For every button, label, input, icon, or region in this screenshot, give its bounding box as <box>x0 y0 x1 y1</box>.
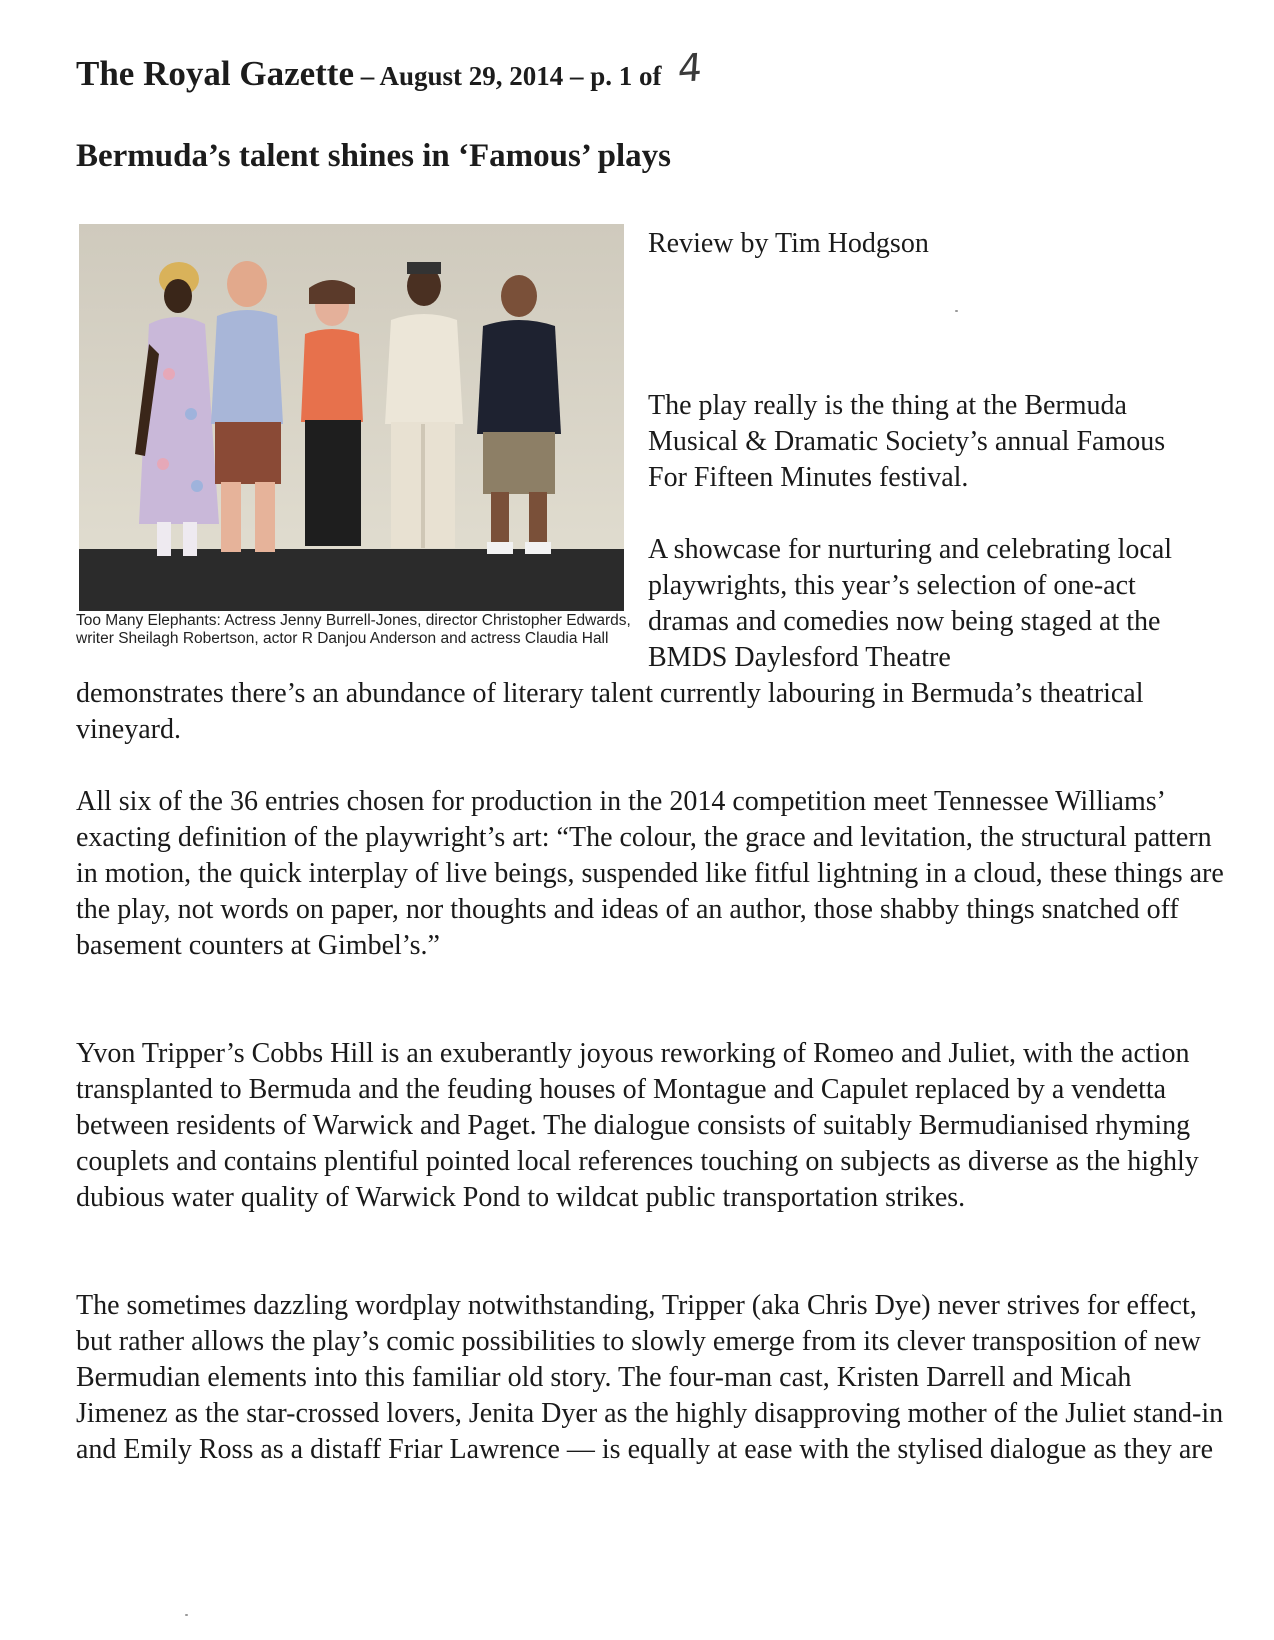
scan-speck <box>185 1614 188 1616</box>
byline: Review by Tim Hodgson <box>648 228 929 259</box>
dateline: – August 29, 2014 – p. 1 of <box>353 61 669 91</box>
paragraph-1: The play really is the thing at the Bermuda Musical & Dramatic Society’s annual Famous For Fifteen Minutes festival. <box>648 390 1166 493</box>
cast-photo <box>79 224 624 611</box>
paragraph-3: All six of the 36 entries chosen for production in the 2014 competition meet Tennessee Williams’ exacting definition of the playwright’s art: “The colour, the grace and levitation, the structural pattern in motion, the quick interplay of live beings, suspended like fitful lightning in a cloud, these things are the play, not words on paper, nor thoughts and ideas of an author, those shabby things snatched off basement counters at Gimbel’s.” <box>76 786 1224 961</box>
paragraph-2-intro: A showcase for nurturing and celebrating local playwrights, this year’s selection of one-act dramas and comedies now being staged at the BMDS Daylesford Theatre <box>648 534 1173 673</box>
paragraph-2-continued: demonstrates there’s an abundance of literary talent currently labouring in Bermuda’s theatrical vineyard. <box>76 678 1144 745</box>
paragraph-5: The sometimes dazzling wordplay notwithstanding, Tripper (aka Chris Dye) never strives for effect, but rather allows the play’s comic possibilities to slowly emerge from its clever transposition of new Bermudian elements into this familiar old story. The four-man cast, Kristen Darrell and Micah Jimenez as the star-crossed lovers, Jenita Dyer as the highly disapproving mother of the Juliet stand-in and Emily Ross as a distaff Friar Lawrence — is equally at ease with the stylised dialogue as they are <box>76 1290 1224 1465</box>
newspaper-name: The Royal Gazette <box>76 54 354 93</box>
scan-speck <box>955 310 958 312</box>
paragraph-4: Yvon Tripper’s Cobbs Hill is an exuberantly joyous reworking of Romeo and Juliet, with the action transplanted to Bermuda and the feuding houses of Montague and Capulet replaced by a vendetta between residents of Warwick and Paget. The dialogue consists of suitably Bermudianised rhyming couplets and contains plentiful pointed local references touching on subjects as diverse as the highly dubious water quality of Warwick Pond to wildcat public transportation strikes. <box>76 1038 1199 1213</box>
handwritten-page-total: 4 <box>676 44 704 92</box>
article-headline: Bermuda’s talent shines in ‘Famous’ plays <box>76 138 671 174</box>
masthead <box>76 44 704 94</box>
photo-caption: Too Many Elephants: Actress Jenny Burrell-Jones, director Christopher Edwards, writer Sheilagh Robertson, actor R Danjou Anderson and actress Claudia Hall <box>76 612 631 647</box>
